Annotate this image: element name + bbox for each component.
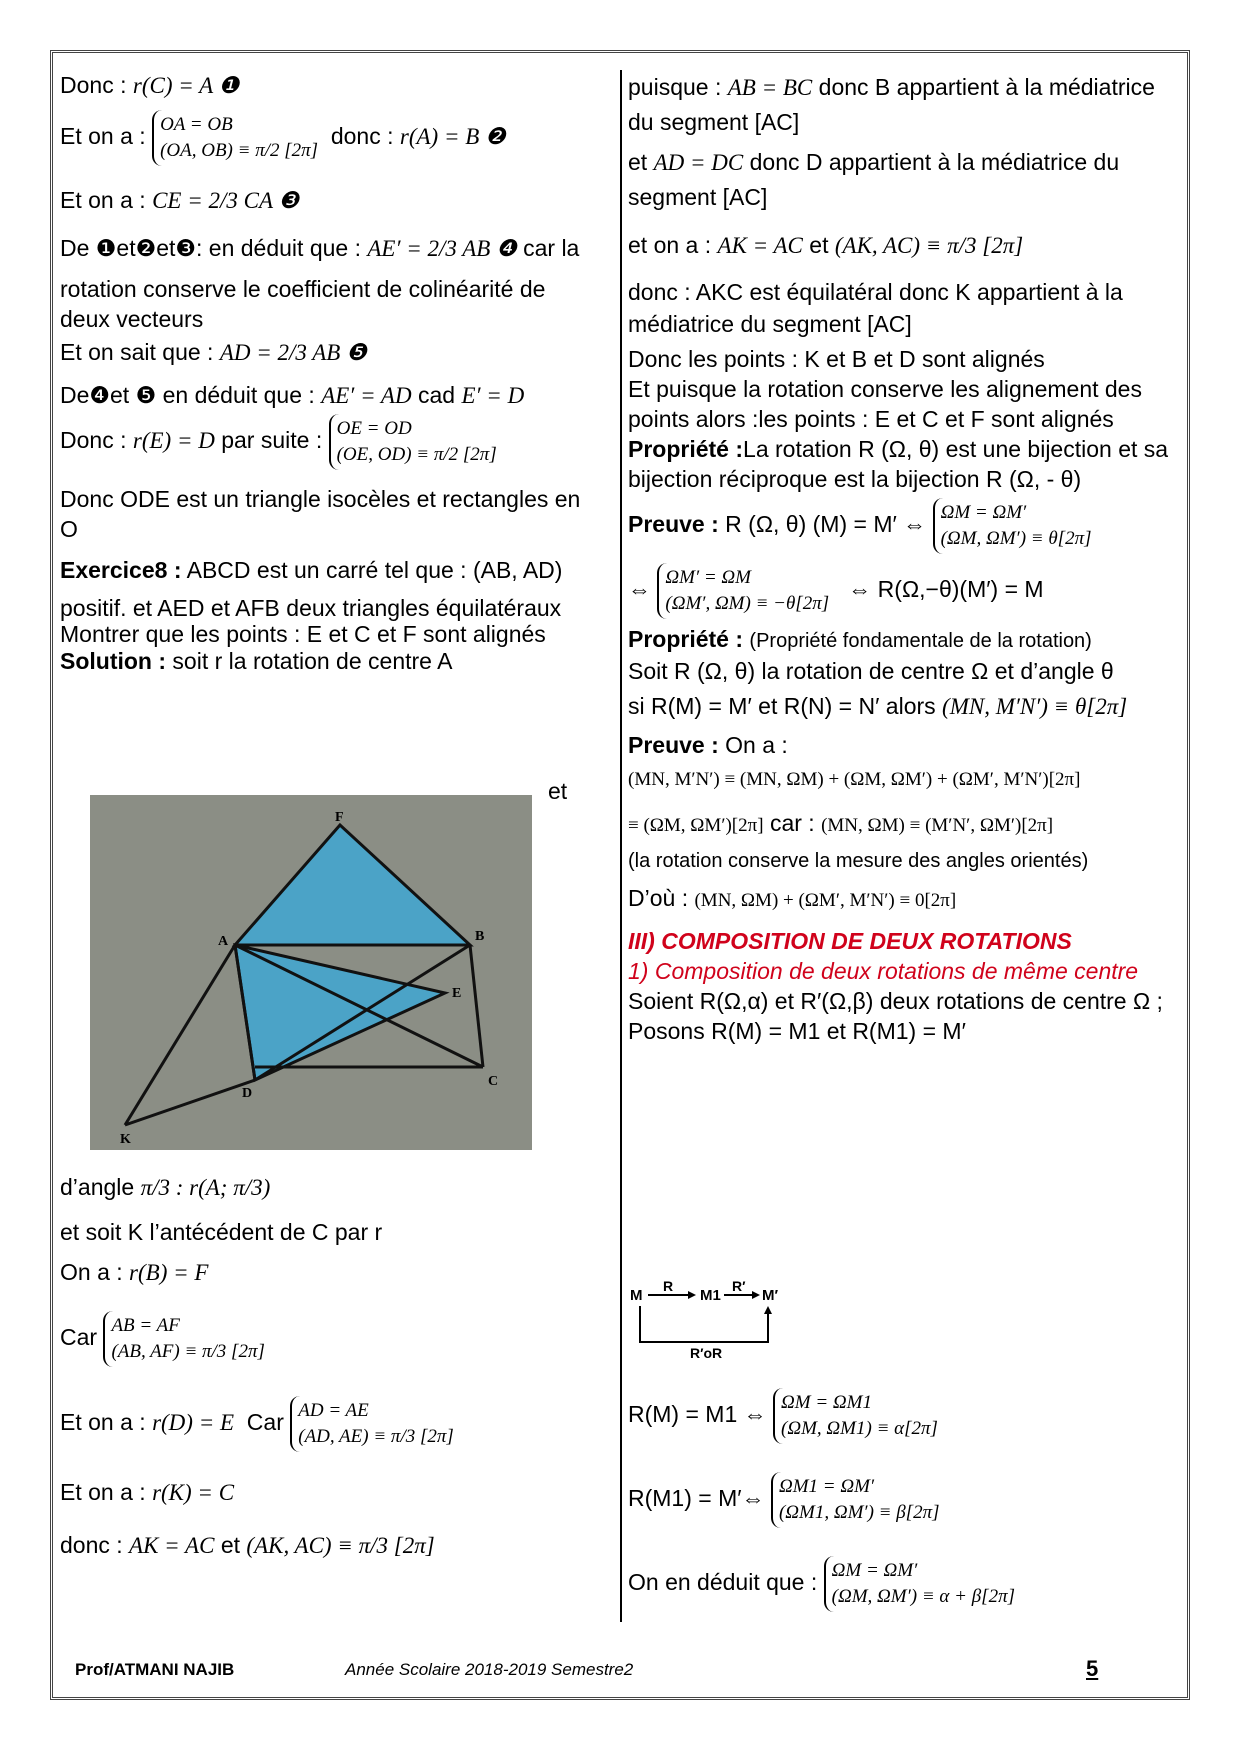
- r-line-2: [628, 145, 1184, 214]
- r-line-6: Et puisque la rotation conserve les alignement des points alors :les points : E et C et F sont alignés: [628, 376, 1142, 432]
- text: par suite :: [221, 427, 323, 454]
- math: AD = 2/3 AB ❺: [219, 340, 367, 365]
- proof-note: (la rotation conserve la mesure des angles orientés): [628, 850, 1089, 872]
- text: Donc :: [60, 72, 127, 98]
- diag-rprime: R′: [732, 1280, 746, 1294]
- text: ABCD est un carré tel que : (AB, AD): [186, 557, 563, 583]
- eq: ΩM = ΩM1: [781, 1391, 872, 1413]
- math: AK = AC: [717, 233, 803, 258]
- proof-1: [628, 494, 1184, 554]
- eq: (ΩM′, ΩM) ≡ −θ[2π]: [665, 592, 830, 614]
- line-2: [60, 110, 600, 174]
- exercise-question: Montrer que les points : E et C et F sont alignés: [60, 621, 546, 647]
- proof-title: Preuve :: [628, 732, 719, 758]
- comp-3: [628, 1540, 1184, 1624]
- math: AB = BC: [727, 75, 813, 100]
- page-number: 5: [1086, 1656, 1099, 1681]
- arrow-composite: [640, 1306, 768, 1342]
- eq: (OE, OD) ≡ π/2 [2π]: [336, 444, 497, 465]
- system: [329, 414, 497, 470]
- diag-m: M: [630, 1287, 643, 1304]
- property-2-line-1: Soit R (Ω, θ) la rotation de centre Ω et d’angle θ: [628, 658, 1114, 684]
- eq: (ΩM1, ΩM′) ≡ β[2π]: [778, 1501, 940, 1523]
- text: La rotation R (Ω, θ) est une bijection et sa bijection réciproque est la bijection R (Ω, - θ): [628, 436, 1169, 492]
- diag-mprime: M′: [762, 1287, 779, 1304]
- text: Et on a :: [60, 1409, 146, 1435]
- text: De ❶et❷et❸: en déduit que :: [60, 235, 361, 261]
- label-b: B: [475, 929, 485, 944]
- proof-2: [628, 730, 1184, 760]
- text: ⇔ R(Ω,−θ)(M′) = M: [848, 576, 1044, 602]
- line-13: [60, 1380, 600, 1464]
- line-1: [60, 70, 600, 110]
- angle-line: [60, 1160, 600, 1214]
- text: On en déduit que :: [628, 1569, 818, 1595]
- text: Et on sait que :: [60, 339, 214, 365]
- math: r(E) = D: [132, 428, 215, 454]
- system: [152, 110, 318, 166]
- line-8: [60, 414, 600, 478]
- math: ≡ (ΩM, ΩM′)[2π]: [628, 815, 764, 836]
- solution-title: Solution :: [60, 648, 167, 674]
- line-11: [60, 1250, 600, 1294]
- arrow-head: [752, 1291, 760, 1299]
- eq: ΩM = ΩM′: [831, 1559, 918, 1581]
- text: Et on a :: [60, 1479, 146, 1505]
- property-2-line-2: [628, 686, 1184, 726]
- math: (AK, AC) ≡ π/3 [2π]: [834, 233, 1024, 258]
- proof-title: Preuve :: [628, 511, 719, 537]
- text: si R(M) = M′ et R(N) = N′ alors: [628, 693, 936, 719]
- label-a: A: [218, 934, 229, 949]
- math: π/3 : r(A; π/3): [140, 1175, 271, 1200]
- eq: OA = OB: [160, 114, 233, 135]
- text: B appartient à la médiatrice du segment [AC]: [628, 74, 1155, 135]
- math: r(K) = C: [152, 1480, 235, 1505]
- comp-2: [628, 1456, 1184, 1540]
- math: AE′ = 2/3 AB ❹: [367, 236, 517, 261]
- math: r(C) = A ❶: [132, 73, 240, 98]
- text: D’où :: [628, 885, 689, 911]
- label-e: E: [452, 986, 462, 1001]
- line-10: et soit K l’antécédent de C par r: [60, 1219, 383, 1245]
- system: [933, 498, 1092, 554]
- geometry-figure: [90, 795, 532, 1150]
- line-14: [60, 1464, 600, 1520]
- system: [657, 563, 829, 619]
- proof-eq-2: [628, 800, 1184, 846]
- math: (AK, AC) ≡ π/3 [2π]: [246, 1533, 435, 1558]
- property-title: Propriété :: [628, 436, 744, 462]
- column-divider: [620, 70, 622, 1622]
- eq: (ΩM, ΩM1) ≡ α[2π]: [781, 1417, 938, 1439]
- text-et: et: [548, 778, 568, 804]
- r-line-4: donc : AKC est équilatéral donc K appartient à la médiatrice du segment [AC]: [628, 279, 1123, 337]
- diag-r: R: [663, 1280, 674, 1294]
- text: Et on a :: [60, 123, 146, 150]
- r-line-1: [628, 70, 1184, 139]
- eq: AB = AF: [111, 1314, 180, 1336]
- text: donc :: [330, 123, 394, 150]
- eq: AD = AE: [298, 1399, 369, 1421]
- text: car :: [769, 810, 815, 836]
- system: [773, 1388, 938, 1444]
- label-d: D: [242, 1086, 253, 1101]
- property-1: [628, 434, 1184, 494]
- text: On a :: [725, 732, 788, 758]
- line-7: [60, 380, 600, 414]
- eq: (AD, AE) ≡ π/3 [2π]: [298, 1425, 454, 1447]
- eq: ΩM′ = ΩM: [665, 566, 752, 588]
- text: puisque :: [628, 74, 722, 100]
- label-k: K: [120, 1132, 131, 1147]
- text: R (Ω, θ) (M) = M′ ⇔: [725, 511, 927, 537]
- comp-1: [628, 1372, 1184, 1456]
- text: R(M1) = M′⇔: [628, 1485, 765, 1511]
- text: cad: [417, 382, 456, 408]
- right-column: [628, 70, 1184, 1046]
- footer-year: Année Scolaire 2018-2019 Semestre2: [345, 1660, 634, 1679]
- math: E′ = D: [461, 383, 525, 408]
- math: (MN, M′N′) ≡ θ[2π]: [942, 694, 1128, 719]
- text: ⇔: [628, 576, 651, 602]
- text: et: [628, 149, 648, 175]
- eq: (AB, AF) ≡ π/3 [2π]: [111, 1340, 265, 1362]
- text: et: [220, 1532, 241, 1558]
- line-6: [60, 334, 600, 380]
- text: Car: [60, 1324, 98, 1350]
- text: (Propriété fondamentale de la rotation): [749, 630, 1092, 652]
- eq: (OA, OB) ≡ π/2 [2π]: [160, 140, 319, 161]
- line-9: Donc ODE est un triangle isocèles et rectangles en O: [60, 486, 581, 542]
- line-15: [60, 1520, 600, 1570]
- math: CE = 2/3 CA ❸: [152, 188, 299, 213]
- math: r(B) = F: [129, 1260, 209, 1285]
- text: Et on a :: [60, 187, 146, 213]
- text: soit r la rotation de centre A: [172, 648, 453, 674]
- eq: (ΩM, ΩM′) ≡ α + β[2π]: [831, 1585, 1015, 1607]
- text: et: [809, 232, 829, 258]
- line-5: rotation conserve le coefficient de colinéarité de deux vecteurs: [60, 276, 546, 332]
- text: et on a :: [628, 232, 712, 258]
- proof-1b: [628, 554, 1184, 624]
- eq: ΩM1 = ΩM′: [778, 1475, 875, 1497]
- text: d’angle: [60, 1174, 135, 1200]
- proof-eq-3: [628, 876, 1184, 920]
- property-title: Propriété :: [628, 626, 744, 652]
- text: car la: [523, 235, 580, 261]
- left-column: [60, 70, 600, 674]
- line-12: [60, 1294, 600, 1380]
- diag-m1: M1: [700, 1287, 721, 1304]
- text: donc: [818, 74, 869, 100]
- r-line-5: Donc les points : K et B et D sont alignés: [628, 346, 1045, 372]
- text: R(M) = M1 ⇔: [628, 1401, 767, 1427]
- section-title: III) COMPOSITION DE DEUX ROTATIONS: [628, 928, 1072, 954]
- text: De❹et ❺ en déduit que :: [60, 382, 315, 408]
- exercise-text: positif. et AED et AFB deux triangles équilatéraux: [60, 595, 562, 621]
- proof-eq-1: (MN, M′N′) ≡ (MN, ΩM) + (ΩM, ΩM′) + (ΩM′, M′N′)[2π]: [628, 769, 1081, 790]
- system: [771, 1472, 940, 1528]
- composition-text: Soient R(Ω,α) et R′(Ω,β) deux rotations de centre Ω ; Posons R(M) = M1 et R(M1) = M′: [628, 988, 1163, 1044]
- math: AK = AC: [129, 1533, 215, 1558]
- text: On a :: [60, 1259, 123, 1285]
- math: r(A) = B ❷: [399, 124, 506, 150]
- eq: (ΩM, ΩM′) ≡ θ[2π]: [940, 527, 1092, 549]
- text: Donc :: [60, 427, 127, 454]
- footer-author: Prof/ATMANI NAJIB: [75, 1660, 235, 1679]
- left-column-lower: [60, 1160, 600, 1570]
- diag-composite: R′oR: [690, 1345, 723, 1360]
- r-line-3: [628, 214, 1184, 276]
- eq: ΩM = ΩM′: [940, 501, 1027, 523]
- math: (MN, ΩM) + (ΩM′, M′N′) ≡ 0[2π]: [694, 890, 957, 911]
- line-4: [60, 226, 600, 270]
- math: AE′ = AD: [321, 383, 412, 408]
- text: D appartient à la médiatrice du segment [AC]: [628, 149, 1120, 210]
- system: [824, 1556, 1015, 1612]
- composition-diagram: [628, 1280, 828, 1360]
- exercise-8: [60, 550, 600, 590]
- line-3: [60, 174, 600, 226]
- label-c: C: [488, 1074, 499, 1089]
- system: [290, 1396, 454, 1452]
- math: r(D) = E: [152, 1410, 235, 1435]
- exercise-title: Exercice8 :: [60, 557, 182, 583]
- system: [103, 1311, 264, 1367]
- eq: OE = OD: [336, 418, 412, 439]
- math: (MN, ΩM) ≡ (M′N′, ΩM′)[2π]: [821, 815, 1054, 836]
- math: AD = DC: [653, 150, 744, 175]
- arrow-head: [688, 1291, 696, 1299]
- text: donc: [749, 149, 800, 175]
- label-f: F: [335, 810, 344, 825]
- text: donc :: [60, 1532, 123, 1558]
- subsection-title: 1) Composition de deux rotations de même centre: [628, 958, 1139, 984]
- text: Car: [246, 1409, 284, 1435]
- property-2: [628, 624, 1184, 656]
- solution: [60, 648, 600, 674]
- right-column-lower: [628, 1372, 1184, 1624]
- arrow-head: [764, 1306, 772, 1314]
